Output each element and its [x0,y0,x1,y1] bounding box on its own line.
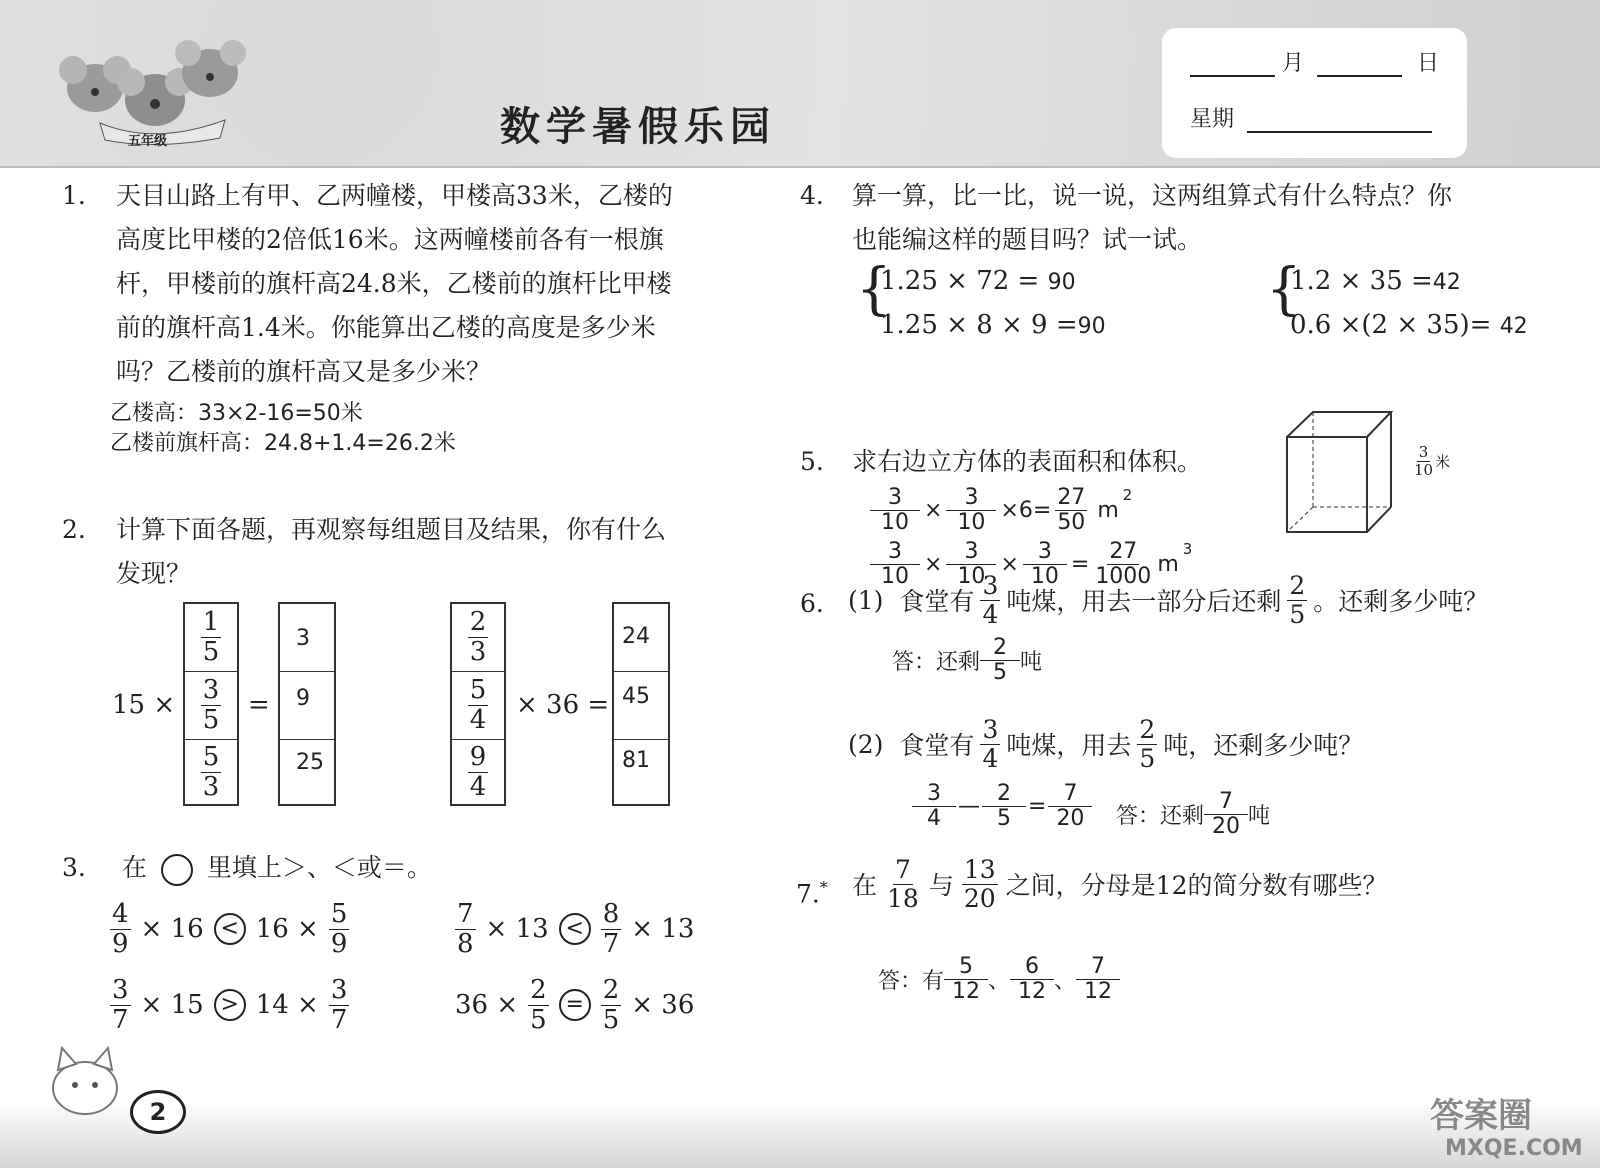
fraction: $\frac{3}{7}$ [112,975,129,1035]
fraction: $\frac{27}{50}$ [1057,485,1086,536]
q7-answer: 答：有 $\frac{5}{12}$ 、 $\frac{6}{12}$ 、 $\frac{7}{12}$ [878,955,1120,1004]
comparison-circle[interactable]: < [559,913,591,945]
fraction: $\frac{2}{5}$ [982,782,1026,831]
q1-answer-building: 乙楼高：33×2-16=50米 [110,401,363,426]
q2-right-fraction-column [450,602,506,806]
fraction: $\frac{2}{5}$ [980,636,1020,685]
q6-part2-calculation: $\frac{3}{4}$ — $\frac{2}{5}$ = $\frac{7}{20}$ [912,782,1092,831]
fraction: $\frac{3}{5}$ [202,675,220,735]
weekday-label: 星期 [1190,107,1235,132]
fraction: $\frac{1}{5}$ [202,607,220,667]
question-7-text: 在 $\frac{7}{18}$ 与 $\frac{13}{20}$ 之间，分母是12的简分数有哪些？ [852,855,1388,913]
grade-badge: 五年级 [128,134,168,149]
q1-answer-flagpole: 乙楼前旗杆高：24.8+1.4=26.2米 [110,431,456,456]
q6-part2-text: (2) 食堂有 $\frac{3}{4}$ 吨煤，用去 $\frac{2}{5}$ 吨，还剩多少吨？ [848,715,1364,773]
comparison-circle[interactable]: < [214,913,246,945]
fraction: $\frac{27}{1000}$ [1095,539,1152,590]
month-blank[interactable] [1190,75,1275,77]
q2-left-multiplier: 15 × [112,690,176,720]
fraction: $\frac{7}{20}$ [1048,782,1092,831]
question-1: 1. [62,181,86,210]
q2-right-multiplier: × 36 = [516,690,610,720]
q4-group2-line2: 0.6 ×(2 × 35)= 42 [1290,310,1528,340]
brace-icon: { [856,257,892,322]
question-5-num: 5. [800,447,824,476]
fraction: $\frac{7}{18}$ [887,855,919,913]
fraction: $\frac{5}{3}$ [202,741,220,802]
fraction: $\frac{2}{5}$ [1289,571,1306,629]
fraction: $\frac{9}{4}$ [469,741,487,802]
footer-band [0,1100,1600,1168]
q3-row2-right: 36 × $\frac{2}{5}$ = $\frac{2}{5}$ × 36 [455,975,695,1035]
q2-right-answer-column[interactable]: 24 45 81 [612,602,670,806]
fraction: $\frac{8}{7}$ [602,899,620,959]
fraction: $\frac{7}{20}$ [1204,790,1248,839]
q6-part2-answer: 答：还剩 $\frac{7}{20}$ 吨 [1116,789,1271,840]
fraction: $\frac{6}{12}$ [1010,955,1054,1004]
question-3-text: 在 里填上＞、＜或＝。 [122,846,432,890]
q3-row2-left: $\frac{3}{7}$ × 15 > 14 × $\frac{3}{7}$ [112,975,348,1035]
question-7-num: 7.* [796,878,828,909]
fraction: $\frac{3}{4}$ [982,571,999,629]
q2-left-equals: = [248,690,270,720]
fraction: $\frac{4}{9}$ [112,899,129,959]
q5-surface-area: $\frac{3}{10}$ × $\frac{3}{10}$ ×6= $\frac{27}{50}$ m $^2$ [870,486,1132,535]
day-label: 日 [1417,51,1440,76]
cat-mascot-icon [40,1040,130,1120]
q4-group1-line1: 1.25 × 72 = 90 [880,266,1076,296]
question-4-text: 算一算，比一比，说一说，这两组算式有什么特点？你 也能编这样的题目吗？试一试。 [852,181,1453,254]
fraction: $\frac{3}{7}$ [330,975,348,1035]
question-1-text: 天目山路上有甲、乙两幢楼，甲楼高33米，乙楼的 高度比甲楼的2倍低16米。这两幢楼前各有一根旗 杆，甲楼前的旗杆高24.8米，乙楼前的旗杆比甲楼 前的旗杆高1.4米。你能算出乙楼的高度是多少米 吗？乙楼前的旗杆高又是多少米？ [116,181,673,386]
fraction: $\frac{3}{10}$ [1414,443,1434,479]
fraction: $\frac{3}{10}$ [870,540,920,589]
question-3-num: 3. [62,853,86,882]
fraction: $\frac{2}{5}$ [602,975,620,1035]
question-2-num: 2. [62,515,86,544]
watermark-logo: 答案圈 [1430,1096,1532,1136]
weekday-blank[interactable] [1247,131,1432,133]
fraction: $\frac{3}{10}$ [870,486,920,535]
q2-left-answer-column[interactable]: 3 9 25 [278,602,336,806]
comparison-circle[interactable]: = [559,989,591,1021]
q3-row1-left: $\frac{4}{9}$ × 16 < 16 × $\frac{5}{9}$ [112,899,348,959]
q4-group2-line1: 1.2 × 35 =42 [1290,266,1461,296]
q6-part1-text: (1) 食堂有 $\frac{3}{4}$ 吨煤，用去一部分后还剩 $\frac{2}{5}$ 。还剩多少吨？ [848,571,1489,629]
fraction: $\frac{3}{4}$ [982,715,999,773]
page-number: 2 [130,1090,186,1134]
question-4-num: 4. [800,181,824,210]
fraction: $\frac{5}{12}$ [944,955,988,1004]
fraction: $\frac{2}{3}$ [469,607,487,667]
circle-placeholder-icon [161,854,193,886]
fraction: $\frac{5}{9}$ [330,899,348,959]
fraction: $\frac{3}{10}$ [946,540,996,589]
question-2-text: 计算下面各题，再观察每组题目及结果，你有什么 发现？ [116,515,667,588]
comparison-circle[interactable]: > [214,989,246,1021]
q6-part1-answer: 答：还剩 $\frac{2}{5}$ 吨 [892,635,1043,686]
fraction: $\frac{2}{5}$ [1139,715,1156,773]
q5-volume: $\frac{3}{10}$ × $\frac{3}{10}$ × $\frac{3}{10}$ = $\frac{27}{1000}$ m $^3$ [870,540,1192,589]
fraction: $\frac{7}{8}$ [457,899,474,959]
watermark-url: MXQE.COM [1445,1136,1583,1161]
fraction: $\frac{3}{4}$ [912,782,956,831]
cube-icon [1285,410,1395,535]
date-box [1162,28,1467,158]
q2-left-fraction-column [183,602,239,806]
question-6-num: 6. [800,589,824,618]
cube-edge-label: $\frac{3}{10}$ 米 [1414,443,1451,479]
fraction: $\frac{7}{12}$ [1076,955,1120,1004]
fraction: $\frac{3}{10}$ [946,486,996,535]
month-label: 月 [1282,51,1305,76]
fraction: $\frac{13}{20}$ [963,855,996,913]
question-5-text: 求右边立方体的表面积和体积。 [852,447,1203,476]
q3-row1-right: $\frac{7}{8}$ × 13 < $\frac{8}{7}$ × 13 [457,899,695,959]
brace-icon: { [1266,257,1302,322]
day-blank[interactable] [1317,75,1402,77]
fraction: $\frac{5}{4}$ [469,675,487,735]
fraction: $\frac{2}{5}$ [530,975,547,1035]
q4-group1-line2: 1.25 × 8 × 9 =90 [880,310,1106,340]
fraction: $\frac{3}{10}$ [1023,540,1067,589]
page-title: 数学暑假乐园 [500,104,776,150]
